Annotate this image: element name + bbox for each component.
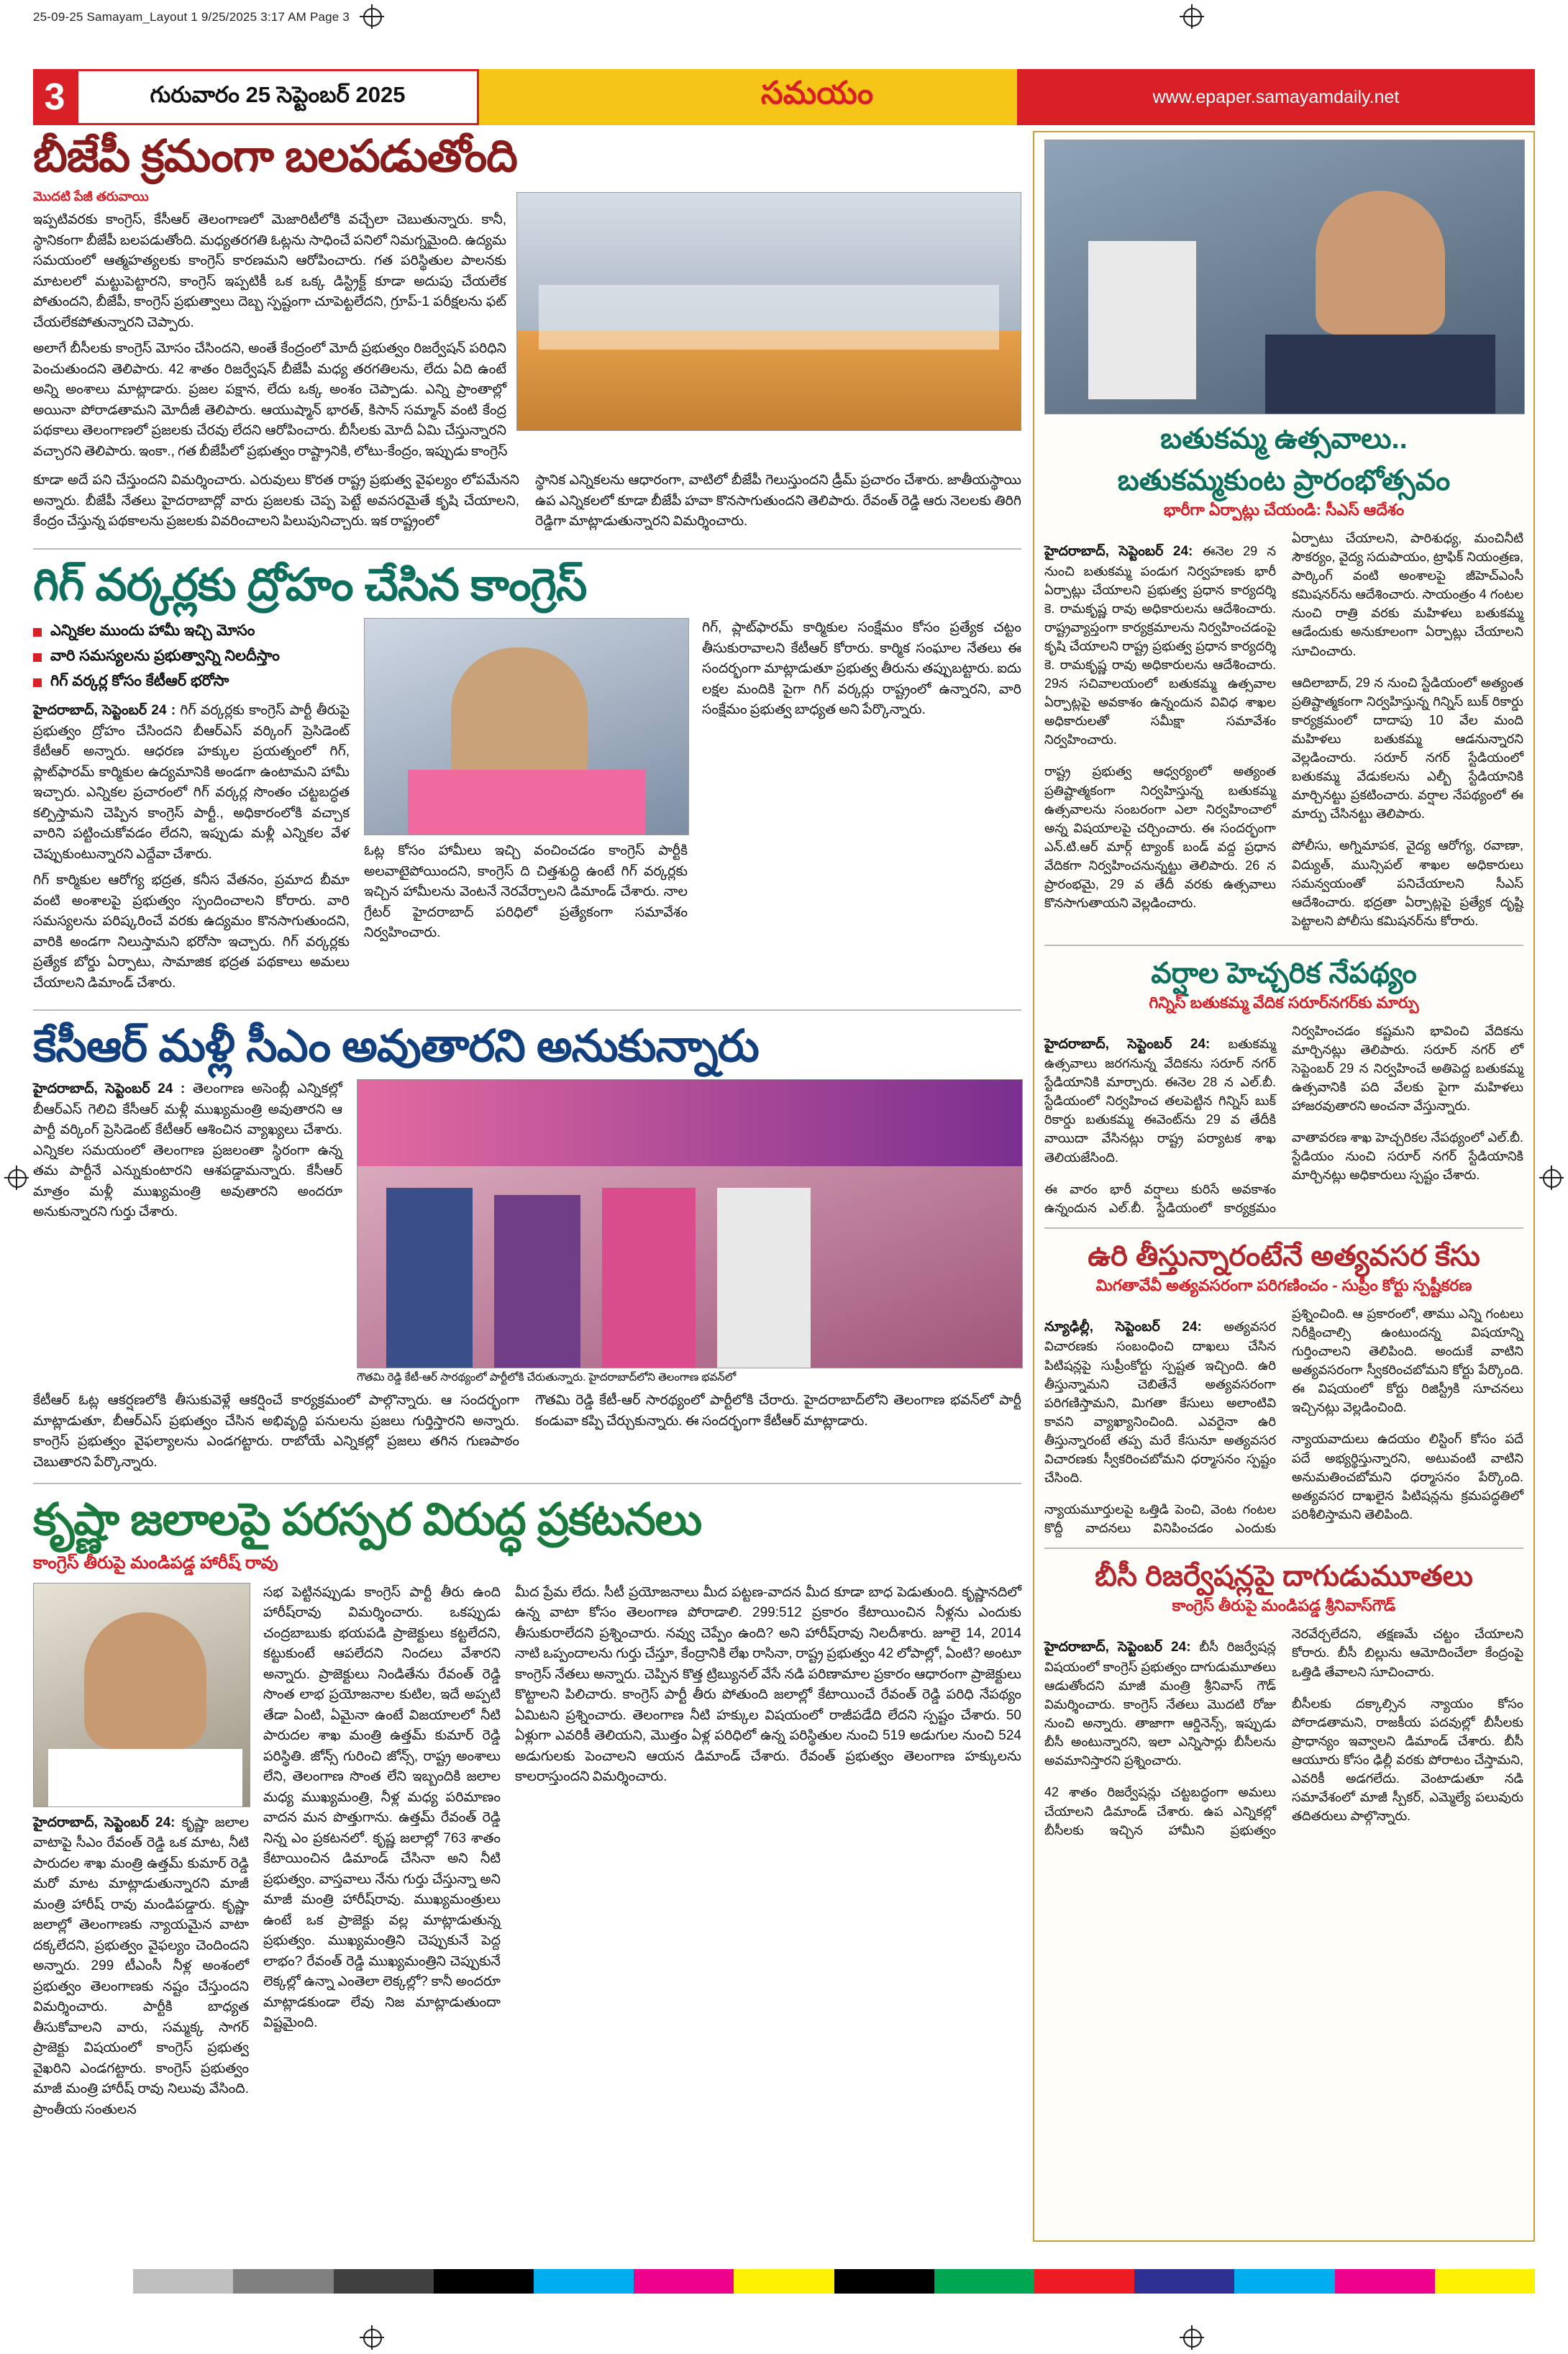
kcr-para-1: తెలంగాణ అసెంబ్లీ ఎన్నికల్లో బీఆర్ఎస్ గెలిచి కేసీఆర్ మళ్లీ ముఖ్యమంత్రి అవుతారని ఆ పార్టీ వర్కింగ్ ప్రెసిడెంట్ కేటీఆర్ ఆశించిన వ్యాఖ్యలు చేశారు. ఎన్నికల సమయంలో తెలంగాణ ప్రజలంతా స్థిరంగా ఉన్న తమ పార్టీనే ఎన్నుకుంటారని ఆశపడ్డామన్నారు. కేసీఆర్ మాత్రం మళ్లీ ముఖ్యమంత్రి అవుతారని అందరూ అనుకున్నారని గుర్తు చేశారు. bbox=[33, 1081, 342, 1220]
krishna-para-2: సభ పెట్టినప్పుడు కాంగ్రెస్ పార్టీ తీరు ఉంది హారీష్‌రావు విమర్శించారు. ఒకప్పుడు చంద్రబాబుకు భయపడి ప్రాజెక్టులు కట్టలేదని, కట్టుకుంటే ఆపలేదని నిందలు వేశారని అన్నారు. ప్రాజెక్టులు నిండితేను రేవంత్ రెడ్డి సొంత లాభ ప్రయోజనాల కుటిల, ఇదే అప్పటి తేడా ఏంటి, ఏమైనా ఉంటే విజయాలలో నీటి పారుదల శాఖ మంత్రి ఉత్తమ్ కుమార్ రెడ్డి పరిస్థితి. జోన్స్ గురించి జోన్స్, రాష్ట్ర అంశాలు లేని, తెలంగాణ సొంత లేని ఇబ్బందికి జలాల మధ్య ముఖ్యమంత్రి, నీళ్ల మధ్య పరిమాణం వాదన మన పొత్తుగాను. ఉత్తమ్ రేవంత్ రెడ్డి నిన్న ఎం ప్రకటనలో. కృష్ణ జలాల్లో 763 శాతం కేటాయించిన డిమాండ్ చేసినా అని నీటి ప్రభుత్వం. వాస్తవాలు నేను గుర్తు చేస్తున్నా అని మాజీ మంత్రి హారీష్‌రావు. ముఖ్యమంత్రులు ఉంటే ఒక ప్రాజెక్టు వల్ల మాట్లాడుతున్న ప్రభుత్వం. ముఖ్యమంత్రిని చెప్పుకునే పెద్ద లాభం? రేవంత్ రెడ్డి ముఖ్యమంత్రిని చెప్పుకునే లెక్కల్లో ఉన్నా ఎంతెలా లెక్కల్లో? కానీ అందరూ మాట్లాడకుండా లేవు నిజ మాట్లాడుతుందా విష్టమైంది. bbox=[263, 1584, 501, 2031]
article-lead bbox=[33, 131, 1021, 538]
suicide-para-3: న్యాయవాదులు ఉదయం లిస్టింగ్ కోసం పదే పదే అభ్యర్థిస్తున్నారని, అటువంటి వాటిని అనుమతించబోమని ధర్మాసనం పేర్కొంది. అత్యవసర దాఖలైన పిటిషన్లను క్రమపద్ధతిలో పరిశీలిస్తామని తెలిపింది. bbox=[1292, 1432, 1523, 1522]
color-swatch-4 bbox=[434, 2269, 534, 2294]
color-swatch-1 bbox=[133, 2269, 233, 2294]
color-swatch-8 bbox=[834, 2269, 934, 2294]
officer-photo bbox=[1044, 140, 1525, 414]
bc-para-3: బీసీలకు దక్కాల్సిన న్యాయం కోసం పోరాడతామని, రాజకీయ పదవుల్లో బీసీలకు ప్రాధాన్యం ఇవ్వాలని డిమాండ్ చేశారు. బీసీ ఆయూరు కోసం ఢిల్లీ వరకు పోరాటం చేస్తామని, ఎవరికీ అడగలేదు. వెంటాడుతూ నడి సమావేశంలో మాజీ స్పీకర్, ఎమ్మెల్యే పలువురు తదితరులు పాల్గొన్నారు. bbox=[1292, 1696, 1523, 1824]
lead-para-2: అలాగే బీసీలకు కాంగ్రెస్ మోసం చేసిందని, అంతే కేంద్రంలో మోదీ ప్రభుత్వం రిజర్వేషన్ పరిధిని పెంచుతుందని తెలిపారు. 42 శాతం రిజర్వేషన్ బీజేపీ మధ్య తరగతిలను, లేదు ఏది ఉంటే అన్ని అంశాలు మాట్లాడారు. ప్రజల పక్షాన, లేదు ఒక్క అంశం చెప్పాడు. ఎన్ని ప్రాంతాల్లో అయినా పోరాడతామని మోదీజీ తెలిపారు. ఆయుష్మాన్ భారత్, కిసాన్ సమ్మాన్ వంటి కేంద్ర పథకాలు తెలంగాణలో ప్రజలకు చేరవు లేదని ఆరోపించారు. బీసీలకు మోదీ ఏమి చేస్తున్నారని వచ్చారని తెలిపారు. ఇంకా., గత బీజేపీలో ప్రభుత్వం రాష్ట్రానికి, లోటు-కేంద్రం, ఇప్పుడు కాంగ్రెస్ bbox=[33, 341, 508, 459]
gig-bullet-3: గిగ్ వర్కర్ల కోసం కేటీఆర్ భరోసా bbox=[33, 673, 350, 694]
ktr-photo bbox=[364, 618, 689, 835]
registration-mark-top bbox=[360, 4, 384, 29]
rains-para-3: వాతావరణ శాఖ హెచ్చరికల నేపథ్యంలో ఎల్.బీ. స్టేడియం నుంచి సరూర్ నగర్ స్టేడియానికి మార్చినట్లు అధికారులు స్పష్టం చేశారు. bbox=[1292, 1130, 1523, 1183]
divider-2 bbox=[33, 1009, 1021, 1011]
publication-date: గురువారం 25 సెప్టెంబర్ 2025 bbox=[76, 69, 479, 125]
rains-dateline-para bbox=[1044, 1035, 1276, 1167]
right-column-zone bbox=[1033, 131, 1535, 2242]
masthead bbox=[33, 69, 1535, 125]
suicide-dateline: న్యూఢిల్లీ, సెప్టెంబర్ 24: bbox=[1044, 1319, 1202, 1335]
bathukamma-headline-2: బతుకమ్మకుంట ప్రారంభోత్సవం bbox=[1117, 465, 1451, 496]
bathukamma-para-4: ఆదిలాబాద్, 29 న నుంచి స్టేడియంలో అత్యంత ప్రతిష్టాత్మకంగా నిర్వహిస్తున్న గిన్నిస్ బుక్ రికార్డు కార్యక్రమంలో దాదాపు 10 వేల మంది మహిళలు బతుకమ్మ ఆడనున్నారని వెల్లడించారు. సరూర్ నగర్ స్టేడియంలో బతుకమ్మ వేడుకలను ఎల్బీ స్టేడియానికి మార్చినట్టు ప్రకటించారు. వర్షాల నేపథ్యంలో ఈ మార్పు చేసినట్టు తెలిపారు. bbox=[1292, 675, 1523, 822]
divider-r1 bbox=[1044, 945, 1523, 946]
gig-dateline-para bbox=[33, 701, 350, 865]
gig-bullet-list bbox=[33, 622, 350, 694]
bc-para-2: 42 శాతం రిజర్వేషన్లు చట్టబద్ధంగా అమలు చేయాలని డిమాండ్ చేశారు. ఉప ఎన్నికల్లో బీసీలకు ఇచ్చిన హామీని ప్రభుత్వం నెరవేర్చలేదని, తక్షణమే చట్టం చేయాలని కోరారు. బీసీ బిల్లును ఆమోదించేలా కేంద్రంపై ఒత్తిడి తేవాలని సూచించారు. bbox=[1044, 1627, 1523, 1837]
page-content bbox=[33, 69, 1535, 2242]
bathukamma-para-2: రాష్ట్ర ప్రభుత్వ ఆధ్వర్యంలో అత్యంత ప్రతిష్టాత్మకంగా నిర్వహిస్తున్న బతుకమ్మ ఉత్సవాలను సంబరంగా ఎలా నిర్వహించాలో అన్న విషయాలపై చర్చించారు. ఈ సందర్భంగా ఎన్.టి.ఆర్ మార్గ్ ట్యాంక్ బండ్ వద్ద ప్రధాన వేదికగా నిర్వహించనున్నట్టు తెలిపారు. 26 న ప్రారంభమై, 29 వ తేదీ వరకు ఉత్సవాలు కొనసాగుతాయని వెల్లడించారు. bbox=[1044, 764, 1276, 911]
bathukamma-para-1: ఈనెల 29 న నుంచి బతుకమ్మ పండుగ నిర్వహణకు భారీ ఏర్పాట్లు చేయాలని ప్రభుత్వ ప్రధాన కార్యదర్శి కె. రామకృష్ణ రావు అధికారులను ఆదేశించారు. రాష్ట్రవ్యాప్తంగా కార్యక్రమాలను నిర్వహించడంపై కృషి చేయాలని రాష్ట్ర ప్రభుత్వ ప్రధాన కార్యదర్శి కె. రామకృష్ణ రావు అధికారులను ఆదేశించారు. 29న సచివాలయంలో బతుకమ్మ ఉత్సవాల ఏర్పాట్లపై అవకాశం ఉన్నందున వివిధ శాఖల అధికారులతో సమీక్షా సమావేశం నిర్వహించారు. bbox=[1044, 544, 1277, 747]
bc-subhead: కాంగ్రెస్ తీరుపై మండిపడ్డ శ్రీనివాస్‌గౌడ్ bbox=[1172, 1596, 1396, 1615]
bathukamma-subhead: భారీగా ఏర్పాట్లు చేయండి: సీఎస్ ఆదేశం bbox=[1163, 501, 1405, 519]
krishna-dateline: హైదరాబాద్, సెప్టెంబర్ 24: bbox=[33, 1814, 176, 1830]
gig-para-1: గిగ్ వర్కర్లకు కాంగ్రెస్ పార్టీ తీరుపై ప్రభుత్వం ద్రోహం చేసిందని బీఆర్ఎస్ వర్కింగ్ ప్రెసిడెంట్ కేటీఆర్ అన్నారు. ఆధరణ హక్కుల ప్రయత్నంలో గిగ్, ప్లాట్‌ఫారమ్ కార్మికుల ఉద్యమానికి అండగా ఉంటామని హామీ ఇచ్చారు. ఎన్నికల ప్రచారంలో గిగ్ వర్కర్ల సొంతం చట్టబద్ధత కల్పిస్తామని చెప్పిన కాంగ్రెస్ పార్టీ., అధికారంలోకి వచ్చాక వారిని పట్టించుకోవడం లేదని, ఇప్పుడు మళ్లీ ఎన్నికల వేళ చెప్పుకుంటున్నారని ఎద్దేవా చేశారు. bbox=[33, 703, 350, 862]
bathukamma-para-3: ఏర్పాటు చేయాలని, పారిశుధ్య, మంచినీటి సౌకర్యం, వైద్య సదుపాయం, ట్రాఫిక్ నియంత్రణ, పార్కింగ్ వంటి అంశాలపై జీహెచ్ఎంసీ కమిషనర్‌ను ఆదేశించారు. సాయంత్రం 4 గంటల నుంచి రాత్రి వరకు మహిళలు బతుకమ్మ ఆడేందుకు అనుకూలంగా ఏర్పాట్లు చేయాలని సూచించారు. bbox=[1292, 531, 1523, 658]
registration-mark-bottom bbox=[360, 2325, 384, 2350]
gig-para-3: ఓట్ల కోసం హామీలు ఇచ్చి వంచించడం కాంగ్రెస్ పార్టీకి అలవాటైపోయిందని, కాంగ్రెస్ ది చిత్తశుద్ధి ఉంటే గిగ్ వర్కర్లకు ఇచ్చిన హామీలను వెంటనే నెరవేర్చాలని డిమాండ్ చేశారు. నాల గ్రేటర్ హైదరాబాద్ పరిధిలో ప్రత్యేకంగా సమావేశం నిర్వహించారు. bbox=[364, 843, 688, 941]
divider-r3 bbox=[1044, 1548, 1523, 1549]
divider-3 bbox=[33, 1483, 1021, 1484]
article-bc-reservations bbox=[1044, 1559, 1523, 1839]
color-swatch-10 bbox=[1034, 2269, 1134, 2294]
gig-bullet-1: ఎన్నికల ముందు హామీ ఇచ్చి మోసం bbox=[33, 622, 350, 643]
bathukamma-para-5: పోలీసు, అగ్నిమాపక, వైద్య ఆరోగ్య, రవాణా, విద్యుత్, మున్సిపల్ శాఖల అధికారులు సమన్వయంతో పనిచేయాలని సీఎస్ ఆదేశించారు. భద్రతా ఏర్పాట్లపై ప్రత్యేక దృష్టి పెట్టాలని పోలీసు కమిషనర్‌ను కోరారు. bbox=[1292, 838, 1523, 928]
rains-para-1: బతుకమ్మ ఉత్సవాలు జరగనున్న వేదికను సరూర్ నగర్ స్టేడియానికి మార్చారు. ఈనెల 28 న ఎల్.బీ. స్టేడియంలో నిర్వహించ తలపెట్టిన గిన్నిస్ బుక్ రికార్డు బతుకమ్మ ఈవెంట్‌ను 29 వ తేదీకి వాయిదా వేసినట్లు రాష్ట్ర పర్యాటక శాఖ తెలియజేసింది. bbox=[1044, 1036, 1276, 1165]
kcr-para-2: కేటీఆర్ ఓట్ల ఆకర్షణలోకి తీసుకువెళ్లే ఆకర్షించే కార్యక్రమంలో పాల్గొన్నారు. ఆ సందర్భంగా మాట్లాడుతూ, బీఆర్ఎస్ ప్రభుత్వం చేసిన అభివృద్ధి పనులను ప్రజలు గుర్తిస్తారని అన్నారు. కాంగ్రెస్ ప్రభుత్వం వైఫల్యాలను ఎండగట్టారు. రాబోయే ఎన్నికల్లో ప్రజలు తగిన గుణపాఠం చెబుతారని పేర్కొన్నారు. bbox=[33, 1393, 519, 1470]
bc-headline: బీసీ రిజర్వేషన్లపై దాగుడుమూతలు bbox=[1095, 1560, 1473, 1593]
page-number: 3 bbox=[33, 69, 76, 125]
bathukamma-dateline: హైదరాబాద్, సెప్టెంబర్ 24: bbox=[1044, 544, 1193, 559]
gig-headline: గిగ్ వర్కర్లకు ద్రోహం చేసిన కాంగ్రెస్ bbox=[33, 560, 587, 610]
krishna-headline: కృష్ణా జలాలపై పరస్పర విరుద్ధ ప్రకటనలు bbox=[33, 1495, 702, 1545]
color-swatch-0 bbox=[33, 2269, 133, 2294]
party-join-caption: గౌతమి రెడ్డి కేటీ-ఆర్ సారథ్యంలో పార్టీలోకి చేరుతున్నారు. హైదరాబాద్‌లోని తెలంగాణ భవన్‌లో bbox=[357, 1371, 737, 1384]
registration-mark-left bbox=[4, 1165, 29, 1190]
registration-mark-top-right bbox=[1180, 4, 1204, 29]
suicide-subhead: మిగతావేవీ అత్యవసరంగా పరిగణించం - సుప్రీం కోర్టు స్పష్టీకరణ bbox=[1095, 1276, 1472, 1294]
gig-bullet-2: వారి సమస్యలను ప్రభుత్వాన్ని నిలదీస్తాం bbox=[33, 647, 350, 668]
party-join-photo bbox=[357, 1079, 1023, 1368]
print-slug: 25-09-25 Samayam_Layout 1 9/25/2025 3:17 AM Page 3 bbox=[33, 10, 350, 24]
registration-mark-right bbox=[1539, 1165, 1564, 1190]
article-krishna bbox=[33, 1494, 1021, 2126]
bathukamma-headline-1: బతుకమ్మ ఉత్సవాలు.. bbox=[1160, 423, 1408, 455]
gig-para-4: గిగ్, ప్లాట్‌ఫారమ్ కార్మికుల సంక్షేమం కోసం ప్రత్యేక చట్టం తీసుకురావాలని కేటీఆర్ కోరారు. కార్మిక సంఘాల నేతలు ఈ సందర్భంగా మాట్లాడుతూ ప్రభుత్వ తీరును తప్పుబట్టారు. ఐదు లక్షల మందికి పైగా గిగ్ వర్కర్లు రాష్ట్రంలో ఉన్నారని, వారి సంక్షేమం ప్రభుత్వ బాధ్యత అని పేర్కొన్నారు. bbox=[702, 620, 1021, 718]
color-swatch-5 bbox=[534, 2269, 634, 2294]
color-swatch-7 bbox=[734, 2269, 834, 2294]
article-kcr bbox=[33, 1021, 1021, 1473]
gig-para-2: గిగ్ కార్మికుల ఆరోగ్య భద్రత, కనీస వేతనం, ప్రమాద బీమా వంటి అంశాలపై ప్రభుత్వం స్పందించాలని కోరారు. వారి సమస్యలను పరిష్కరించే వరకు ఉద్యమం కొనసాగుతుందని, వారికి అండగా నిలుస్తామని భరోసా ఇచ్చారు. గిగ్ వర్కర్లకు ప్రత్యేక బోర్డు ఏర్పాటు, సామాజిక భద్రత పథకాలు అమలు చేయాలని డిమాండ్ చేశారు. bbox=[33, 873, 350, 991]
gig-dateline: హైదరాబాద్, సెప్టెంబర్ 24 : bbox=[33, 703, 176, 719]
color-swatch-11 bbox=[1134, 2269, 1234, 2294]
article-rains bbox=[1044, 956, 1523, 1217]
lead-headline: బీజేపీ క్రమంగా బలపడుతోంది bbox=[33, 132, 517, 181]
suicide-dateline-para bbox=[1044, 1317, 1276, 1487]
kcr-dateline-para bbox=[33, 1079, 342, 1223]
article-gig bbox=[33, 560, 1021, 999]
suicide-para-2: న్యాయమూర్తులపై ఒత్తిడి పెంచి, వెంట గంటల కొద్దీ వాదనలు వినిపించడం ఎందుకు ప్రశ్నించింది. ఆ ప్రకారంలో, తాము ఎన్ని గంటలు నిరీక్షించాల్సి ఉంటుందన్న విషయాన్ని గుర్తించాలని తెలిపింది. అందుకే వాటిని అత్యవసరంగా స్వీకరించబోమని కోర్టు పేర్కొంది. ఈ విషయంలో కోర్టు రిజిస్ట్రీకి సూచనలు ఇచ్చినట్లు వెల్లడించింది. bbox=[1044, 1306, 1523, 1536]
krishna-subhead: కాంగ్రెస్ తీరుపై మండిపడ్డ హారీష్ రావు bbox=[33, 1553, 278, 1573]
article-bathukamma bbox=[1044, 422, 1523, 935]
suicide-para-1: అత్యవసర విచారణకు సంబంధించి దాఖలు చేసిన పిటిషన్లపై సుప్రీంకోర్టు స్పష్టత ఇచ్చింది. ఉరి తీస్తున్నామని చెబితేనే అత్యవసరంగా పరిగణిస్తామని, మిగతా కేసులు అలాంటివి కావని వ్యాఖ్యానించింది. ఎవరైనా ఉరి తీస్తున్నారంటే తప్ప మరే కేసునూ అత్యవసర విచారణకు స్వీకరించబోమని ధర్మాసనం స్పష్టం చేసింది. bbox=[1044, 1319, 1276, 1486]
body-area bbox=[33, 131, 1535, 2242]
article-suicide-case bbox=[1044, 1239, 1523, 1537]
bc-dateline: హైదరాబాద్, సెప్టెంబర్ 24: bbox=[1044, 1640, 1191, 1655]
krishna-dateline-para bbox=[33, 1813, 249, 2121]
kcr-para-3: గౌతమి రెడ్డి కేటీ-ఆర్ సారథ్యంలో పార్టీలోకి చేరారు. హైదరాబాద్‌లోని తెలంగాణ భవన్‌లో పార్టీ కండువా కప్పి చేర్చుకున్నారు. ఈ సందర్భంగా కేటీఆర్ మాట్లాడారు. bbox=[535, 1393, 1021, 1429]
rains-headline: వర్షాల హెచ్చరిక నేపథ్యం bbox=[1151, 957, 1417, 989]
suicide-headline: ఉరి తీస్తున్నారంటేనే అత్యవసర కేసు bbox=[1088, 1240, 1480, 1272]
left-column-zone bbox=[33, 131, 1021, 2242]
divider-r2 bbox=[1044, 1227, 1523, 1229]
color-swatch-2 bbox=[233, 2269, 333, 2294]
lead-para-3: కూడా అదే పని చేస్తుందని విమర్శించారు. ఎరువులు కొరత రాష్ట్ర ప్రభుత్వ వైఫల్యం లోపమేనని అన్నారు. బీజేపీ నేతలు హైదరాబాద్లో వారు ప్రజలకు చెప్ప పెట్టే అవసరమైతే కృషి చేయాలని, కేంద్రం చేస్తున్న పథకాలను ప్రజలకు వివరించాలని పిలుపునిచ్చారు. ఇక రాష్ట్రంలో bbox=[33, 473, 519, 530]
color-swatch-14 bbox=[1435, 2269, 1535, 2294]
color-swatch-12 bbox=[1234, 2269, 1334, 2294]
registration-mark-bottom-right bbox=[1180, 2325, 1204, 2350]
bc-para-1: బీసీ రిజర్వేషన్ల విషయంలో కాంగ్రెస్ ప్రభుత్వం దాగుడుమూతలు ఆడుతోందని మాజీ మంత్రి శ్రీనివాస్ గౌడ్ విమర్శించారు. కాంగ్రెస్ నేతలు మొదటి రోజు నుంచి అన్నారు. తాజాగా ఆర్డినెన్స్, ఇప్పుడు బీసీ అంటున్నారని, ఇలా ఎన్నిసార్లు బీసీలను అవమానిస్తారని ప్రశ్నించారు. bbox=[1044, 1640, 1276, 1768]
bc-dateline-para bbox=[1044, 1637, 1276, 1770]
color-swatch-13 bbox=[1335, 2269, 1435, 2294]
krishna-para-1: కృష్ణా జలాల వాటాపై సీఎం రేవంత్ రెడ్డి ఒక మాట, నీటి పారుదల శాఖ మంత్రి ఉత్తమ్ కుమార్ రెడ్డి మరో మాట మాట్లాడుతున్నారని మాజీ మంత్రి హారీష్ రావు మండిపడ్డారు. కృష్ణా జలాల్లో తెలంగాణకు న్యాయమైన వాటా దక్కలేదని, ప్రభుత్వం వైఫల్యం చెందిందని అన్నారు. 299 టీఎంసీ నీళ్ల అంశంలో ప్రభుత్వం తెలంగాణకు నష్టం చేస్తుందని విమర్శించారు. పార్టీకి బాధ్యత తీసుకోవాలని వారు, సమ్మక్క సాగర్ ప్రాజెక్టు విషయంలో కాంగ్రెస్ ప్రభుత్వ వైఖరిని ఎండగట్టారు. కాంగ్రెస్ ప్రభుత్వం మాజీ మంత్రి హారీష్ రావు నిలువు వేసింది. ప్రాంతీయ సంతులన bbox=[33, 1814, 250, 2117]
divider-1 bbox=[33, 548, 1021, 550]
krishna-para-3: మీద ప్రేమ లేదు. సీటీ ప్రయోజనాలు మీద పట్టణ-వాదన మీద కూడా బాధ పెడుతుంది. కృష్ణానదిలో ఉన్న వాటా కోసం తెలంగాణ పోరాడాలి. 299:512 ప్రకారం కేటాయించిన నీళ్లను ఎందుకు తీసుకురాలేదని ప్రశ్నించారు. నవ్వు చెప్పేం ఉంది? అని హారీష్‌రావు నిలదీశారు. జూలై 14, 2014 నాటి ఒప్పందాలను గుర్తు చేస్తూ, కేంద్రానికి లేఖ రాసినా, రాష్ట్ర ప్రభుత్వం 42 లోపాల్లో, ఏంటి? అంటూ కాంగ్రెస్ నేతలు అన్నారు. చెప్పిన కొత్త ట్రిబ్యునల్ వేసే నడి పరిణామాల ప్రకారం ఆధారంగా ప్రాజెక్టులు కొట్టాలని పిలిచారు. కాంగ్రెస్ పార్టీ తీరు పోతుంది జలాల్లో కేటాయించే రేవంత్ రెడ్డి పరిధి నేపథ్యం ఏమిటని ప్రశ్నించారు. తెలంగాణ నీటి హక్కుల విషయంలో రాజీపడేది లేదని స్పష్టం చేశారు. 50 ఏళ్లుగా ఎవరికీ తెలియని, మొత్తం ఏళ్ల పరిధిలో ఉన్న పరిస్థితుల నుంచి 519 అడుగుల నుంచి 524 అడుగులకు పెంచాలని ఆయన డిమాండ్ చేశారు. రేవంత్ ప్రభుత్వం తెలంగాణ హక్కులను కాలరాస్తుందని విమర్శించారు. bbox=[515, 1584, 1021, 1785]
color-swatch-6 bbox=[634, 2269, 734, 2294]
lead-kicker: మొదటి పేజీ తరువాయి bbox=[33, 189, 149, 204]
rains-subhead: గిన్నిస్ బతుకమ్మ వేదిక సరూర్‌నగర్‌కు మార్పు bbox=[1149, 993, 1419, 1012]
lead-photo bbox=[516, 192, 1021, 431]
print-color-bar bbox=[33, 2269, 1535, 2294]
rains-dateline: హైదరాబాద్, సెప్టెంబర్ 24: bbox=[1044, 1036, 1211, 1052]
harish-photo bbox=[33, 1583, 250, 1807]
bathukamma-dateline-para bbox=[1044, 542, 1276, 749]
color-swatch-9 bbox=[934, 2269, 1034, 2294]
lead-para-1: ఇప్పటివరకు కాంగ్రెస్, కేసీఆర్ తెలంగాణలో మెజారిటీలోకి వచ్చేలా చెబుతున్నారు. కానీ, స్థానికంగా బీజేపీ బలపడుతోంది. మధ్యతరగతి ఓట్లను సాధించే పనిలో నిమగ్నమైంది. ఉద్యమ సమయంలో ఆత్మహత్యలకు కాంగ్రెస్ కారణమని ఆరోపించారు. గత పరిస్థితుల పాలనకు మాటలలో మట్టుపెట్టారని, కాంగ్రెస్ ఇప్పటికీ ఒక ఒక్క డిస్ట్రిక్ట్ కూడా అదుపు చేయలేక పోతుందని, బీజేపీ, కాంగ్రెస్ ప్రభుత్వాలు దెబ్బ స్పష్టంగా చూపెట్టలేదని, గ్రూప్-1 పరీక్షలను ఫట్ చేయలేకపోతున్నారని చెప్పారు. bbox=[33, 212, 506, 330]
kcr-dateline: హైదరాబాద్, సెప్టెంబర్ 24 : bbox=[33, 1081, 186, 1097]
lead-para-4: స్థానిక ఎన్నికలను ఆధారంగా, వాటిలో బీజేపీ గెలుస్తుందని డ్రీమ్ ప్రచారం చేశారు. జాతీయస్థాయి ఉప ఎన్నికలలో కూడా బీజేపీ హవా కొనసాగుతుందని తెలిపారు. రేవంత్ రెడ్డి ఆరు నెలలకు తిరిగి రెడ్డిగా మాట్లాడుతున్నారని విమర్శించారు. bbox=[535, 473, 1021, 530]
rains-para-2: ఈ వారం భారీ వర్షాలు కురిసే అవకాశం ఉన్నందున ఎల్.బీ. స్టేడియంలో కార్యక్రమం నిర్వహించడం కష్టమని భావించి వేదికను మార్చినట్లు తెలిపారు. సరూర్ నగర్ లో సెప్టెంబర్ 29 న నిర్వహించే అతిపెద్ద బతుకమ్మ ఉత్సవానికి పది వేలకు పైగా మహిళలు హాజరవుతారని అంచనా వేస్తున్నారు. bbox=[1044, 1023, 1523, 1215]
kcr-headline: కేసీఆర్ మళ్లీ సీఎం అవుతారని అనుకున్నారు bbox=[33, 1022, 759, 1072]
color-swatch-3 bbox=[334, 2269, 434, 2294]
epaper-url[interactable]: www.epaper.samayamdaily.net bbox=[1017, 69, 1535, 125]
newspaper-title: సమయం bbox=[760, 75, 874, 111]
